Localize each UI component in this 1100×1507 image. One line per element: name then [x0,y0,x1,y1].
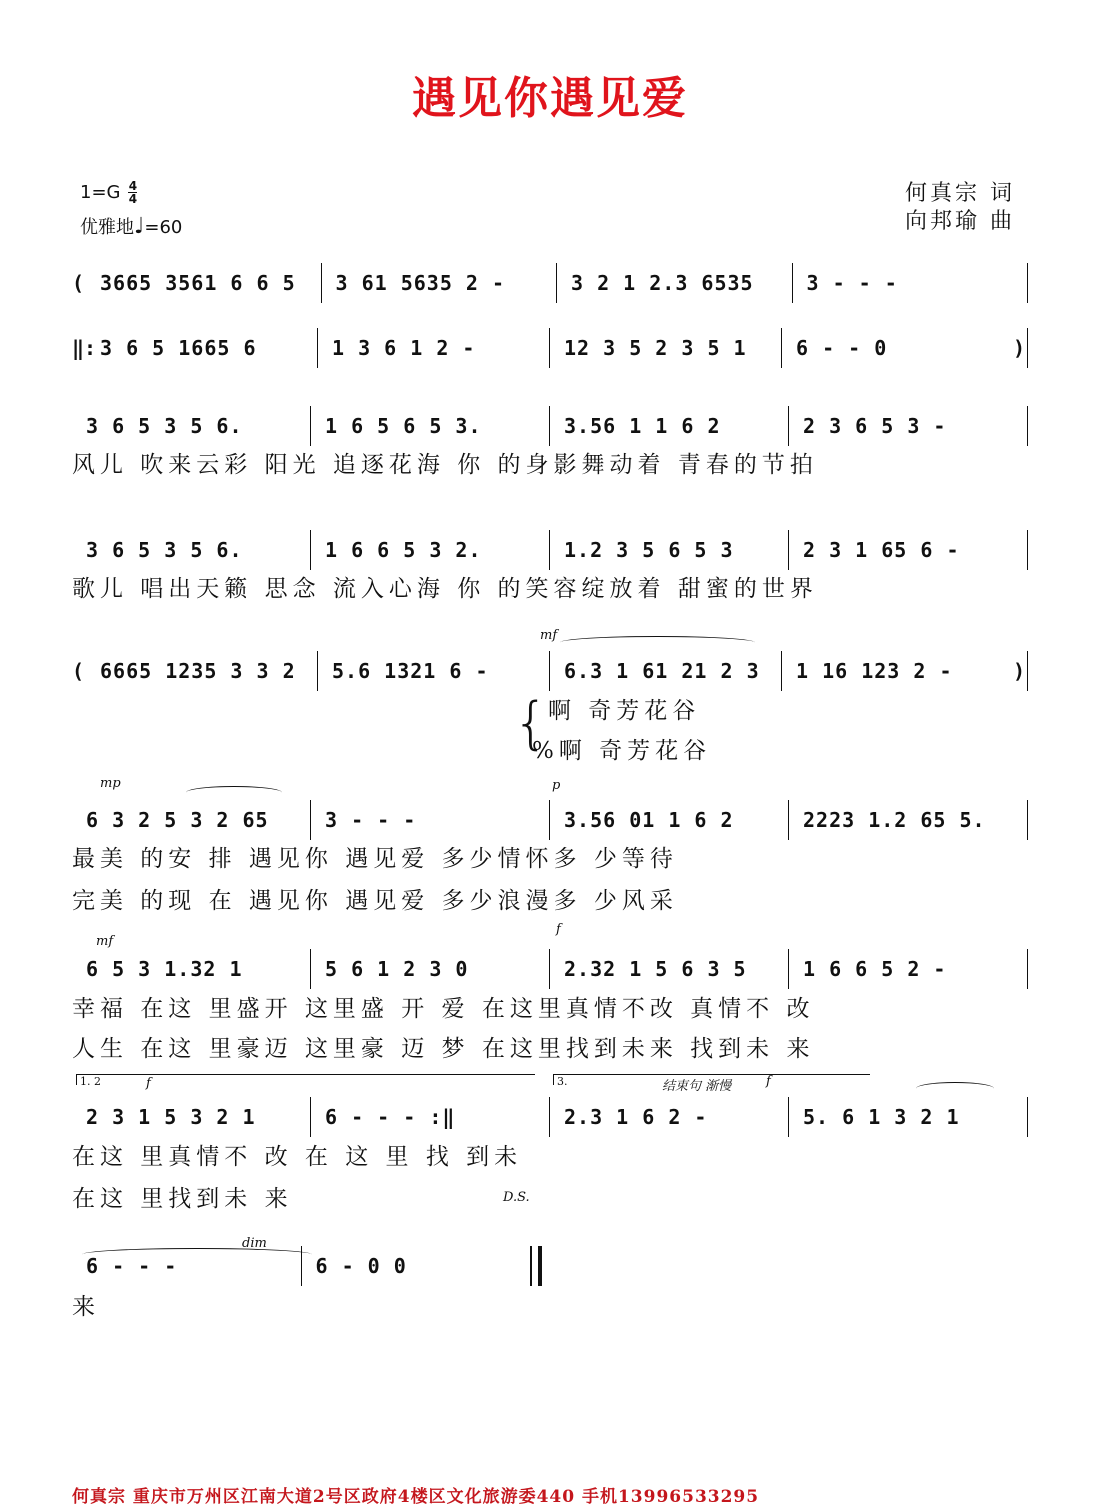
dynamic-mark: f [556,922,561,937]
dynamic-mark: f [146,1076,151,1091]
lyric-line: 最美 的安 排 遇见你 遇见爱 多少情怀多 少等待 [72,846,678,872]
measure: 1 3 6 1 2 - [332,336,476,360]
measure: 3 2 1 2.3 6535 [571,271,754,295]
dynamic-mark: f [766,1074,771,1089]
time-signature-top: 4 [128,179,138,193]
barline [1027,406,1028,446]
measure: 1 16 123 2 - [796,659,953,683]
barline [1027,1097,1028,1137]
barline [1027,328,1028,368]
lyric-line: 风儿 吹来云彩 阳光 追逐花海 你 的身影舞动着 青春的节拍 [72,452,818,478]
measure: 6 - - 0 [796,336,888,360]
slur [186,786,282,799]
dynamic-mark: p [552,778,561,793]
measure: 3 6 5 3 5 6. [86,414,243,438]
final-barline [530,1246,542,1286]
quarter-note-icon: ♩ [134,214,145,239]
lyric-line: 来 [72,1294,100,1320]
song-title: 遇见你遇见爱 [412,73,688,124]
dynamic-mark: mp [100,776,121,791]
measure: 2 3 1 65 6 - [803,538,960,562]
measure: 1 6 6 5 2 - [803,957,947,981]
measure: 3 - - - [806,271,898,295]
notation-row [72,800,1028,840]
time-signature [128,180,137,205]
measure: 5 6 1 2 3 0 [325,957,469,981]
notation-row [72,949,1028,989]
lyricist-credit: 何真宗 词 [905,181,1015,206]
volta-label: 3. [557,1075,568,1088]
paren-close: ) [1013,336,1026,360]
measure: 3.56 1 1 6 2 [564,414,721,438]
barline [1027,530,1028,570]
measure: 3.56 01 1 6 2 [564,808,734,832]
barline [1027,949,1028,989]
lyric-line: %啊 奇芳花谷 [532,738,712,764]
footer-contact: 何真宗 重庆市万州区江南大道2号区政府4楼区文化旅游委440 手机13996533295 [72,1487,760,1507]
volta-bracket [76,1074,535,1088]
dal-segno-mark: D.S. [503,1190,530,1205]
key-tempo-block [80,180,182,239]
measure: 5. 6 1 3 2 1 [803,1105,960,1129]
lyric-line: 完美 的现 在 遇见你 遇见爱 多少浪漫多 少风采 [72,888,678,914]
repeat-or-paren-open: ( [72,659,85,683]
lyric-line: 在这 里找到未 来 [72,1186,293,1212]
notation-row [72,530,1028,570]
measure: 3 - - - [325,808,417,832]
repeat-or-paren-open: ‖: [72,336,97,360]
measure: 3 6 5 3 5 6. [86,538,243,562]
slur [916,1082,994,1095]
lyric-line: 在这 里真情不 改 在 这 里 找 到未 [72,1144,523,1170]
measure: 2.3 1 6 2 - [564,1105,708,1129]
notation-row [72,1097,1028,1137]
lyric-brace: { [513,691,549,756]
measure: 6.3 1 61 21 2 3 [564,659,760,683]
barline [1027,800,1028,840]
key-signature [80,180,182,205]
notation-row [72,651,1028,691]
measure: 6 3 2 5 3 2 65 [86,808,269,832]
key-label: 1=G [80,182,121,203]
measure: 1 6 5 6 5 3. [325,414,482,438]
measure: 6 - 0 0 [315,1254,407,1278]
measure: 2 3 6 5 3 - [803,414,947,438]
slur [560,636,755,649]
slur [82,1248,312,1261]
measure: 6 - - - :‖ [325,1105,456,1129]
tempo-mark [80,213,182,239]
lyric-line: 歌儿 唱出天籁 思念 流入心海 你 的笑容绽放着 甜蜜的世界 [72,576,818,602]
dynamic-mark: dim [242,1236,267,1251]
dynamic-mark: mf [540,628,558,643]
measure: 1.2 3 5 6 5 3 [564,538,734,562]
credits [905,180,1015,236]
measure: 6665 1235 3 3 2 [100,659,296,683]
lyric-line: 啊 奇芳花谷 [548,698,701,724]
barline [1027,263,1028,303]
barline [1027,651,1028,691]
measure: 3665 3561 6 6 5 [100,271,296,295]
measure: 2 3 1 5 3 2 1 [86,1105,256,1129]
measure: 6 5 3 1.32 1 [86,957,243,981]
volta-label: 1. 2 [80,1075,101,1088]
notation-row [72,328,1028,368]
notation-row [72,406,1028,446]
time-signature-bottom: 4 [128,192,138,206]
paren-close: ) [1013,659,1026,683]
measure: 12 3 5 2 3 5 1 [564,336,747,360]
dynamic-mark: mf [96,934,114,949]
ending-instruction: 结束句 渐慢 [662,1079,732,1094]
notation-row [72,263,1028,303]
tempo-text: 优雅地 [80,217,134,238]
measure: 3 6 5 1665 6 [100,336,257,360]
measure: 3 61 5635 2 - [335,271,506,295]
composer-credit: 向邦瑜 曲 [905,209,1015,234]
measure: 5.6 1321 6 - [332,659,489,683]
tempo-bpm: =60 [144,217,183,238]
measure: 1 6 6 5 3 2. [325,538,482,562]
measure: 6 - - - [86,1254,178,1278]
lyric-line: 人生 在这 里豪迈 这里豪 迈 梦 在这里找到未来 找到未 来 [72,1036,815,1062]
measure: 2.32 1 5 6 3 5 [564,957,747,981]
measure: 2223 1.2 65 5. [803,808,986,832]
lyric-line: 幸福 在这 里盛开 这里盛 开 爱 在这里真情不改 真情不 改 [72,996,815,1022]
repeat-or-paren-open: ( [72,271,85,295]
